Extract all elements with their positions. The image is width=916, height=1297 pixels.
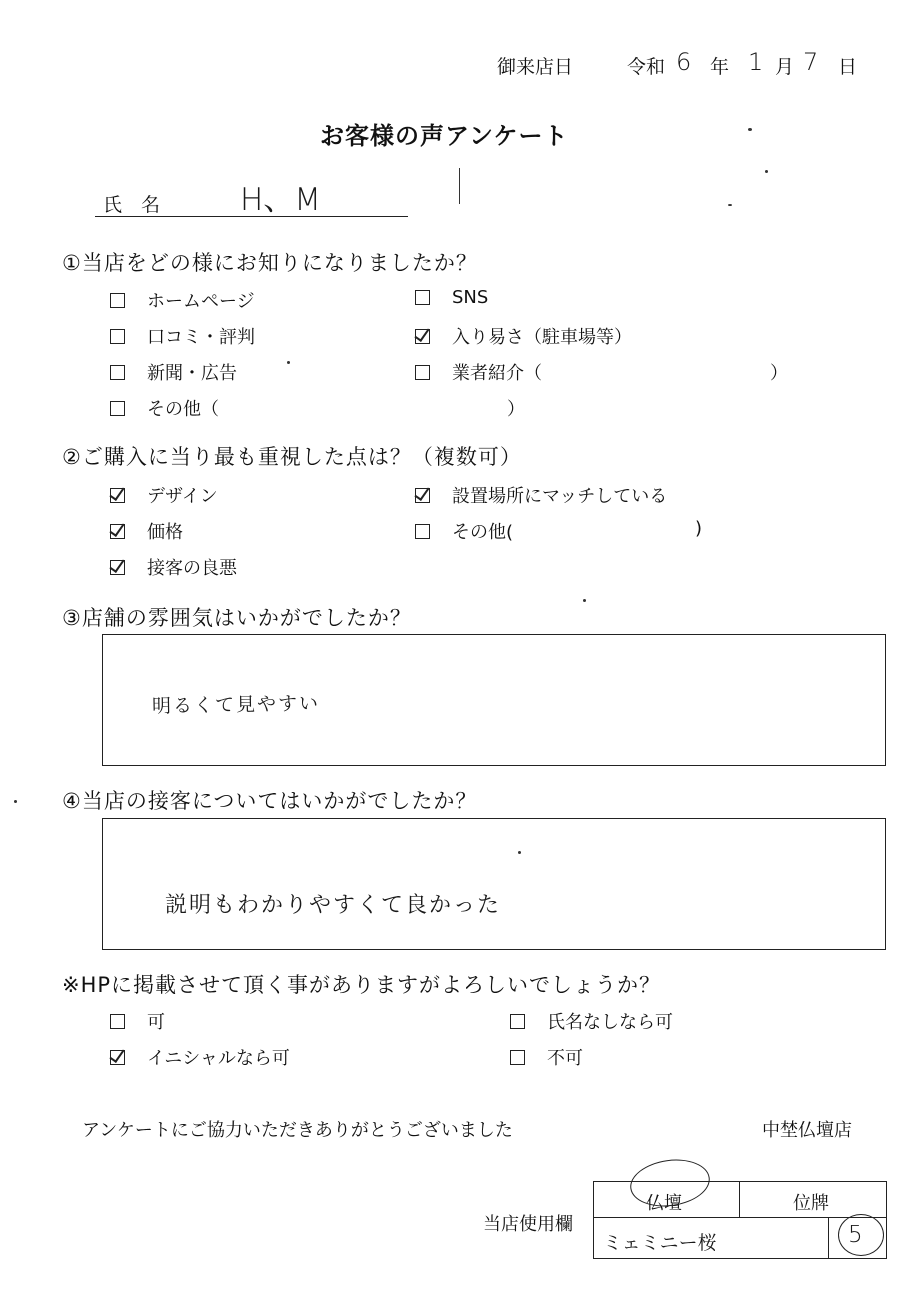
q4-question: ④当店の接客についてはいかがでしたか？ xyxy=(62,789,478,813)
office-col-butsudan: 仏壇 xyxy=(646,1193,682,1214)
q2-option-other[interactable] xyxy=(415,518,513,544)
q1-other-close-paren: ） xyxy=(507,399,525,420)
hp-question: ※HPに掲載させて頂く事がありますがよろしいでしょうか？ xyxy=(62,973,662,997)
q1-option-label: 口コミ・評判 xyxy=(147,327,255,348)
month-value: 1 xyxy=(748,48,764,76)
hp-option-ok[interactable] xyxy=(110,1008,165,1034)
office-product-name: ミェミニー桜 xyxy=(603,1232,717,1254)
q1-checkbox-newspaper[interactable] xyxy=(110,365,125,380)
q1-checkbox-referral[interactable] xyxy=(415,365,430,380)
day-value: 7 xyxy=(803,48,819,76)
q2-option-label: 設置場所にマッチしている xyxy=(452,486,668,507)
office-table-vline-num xyxy=(828,1217,829,1258)
scan-speck xyxy=(287,361,290,364)
q4-answer-box[interactable] xyxy=(102,818,886,950)
scan-speck xyxy=(14,800,17,803)
q1-option-other[interactable] xyxy=(110,395,219,421)
q1-question: ①当店をどの様にお知りになりましたか？ xyxy=(62,251,478,275)
q2-option-label: デザイン xyxy=(147,486,218,507)
q1-option-word-of-mouth[interactable] xyxy=(110,323,255,349)
q2-checkbox-other[interactable] xyxy=(415,524,430,539)
q2-option-design[interactable] xyxy=(110,482,218,508)
hp-option-no-name[interactable] xyxy=(510,1008,673,1034)
q1-referral-close-paren: ） xyxy=(770,363,788,384)
month-unit: 月 xyxy=(775,56,795,78)
hp-option-initials[interactable] xyxy=(110,1044,290,1070)
q2-option-label: その他( xyxy=(452,522,514,543)
day-unit: 日 xyxy=(838,56,858,78)
q1-checkbox-homepage[interactable] xyxy=(110,293,125,308)
q2-checkbox-design[interactable] xyxy=(110,488,125,503)
name-value[interactable]: H、M xyxy=(240,182,322,218)
q1-checkbox-word-of-mouth[interactable] xyxy=(110,329,125,344)
scan-speck xyxy=(765,170,768,173)
q1-option-sns[interactable] xyxy=(415,287,488,308)
hp-checkbox-no-name[interactable] xyxy=(510,1014,525,1029)
q1-option-homepage[interactable] xyxy=(110,287,255,313)
q1-option-label: 入り易さ（駐車場等） xyxy=(452,327,632,348)
hp-option-no[interactable] xyxy=(510,1044,583,1070)
q2-question: ②ご購入に当り最も重視した点は？（複数可） xyxy=(62,445,522,469)
q1-checkbox-sns[interactable] xyxy=(415,290,430,305)
hp-option-label: イニシャルなら可 xyxy=(147,1048,290,1069)
q1-option-label: 業者紹介（ xyxy=(452,363,542,384)
q2-option-placement[interactable] xyxy=(415,482,667,508)
q1-checkbox-easy-entry[interactable] xyxy=(415,329,430,344)
number-circle-mark xyxy=(838,1214,884,1256)
q2-option-label: 接客の良悪 xyxy=(147,558,237,579)
name-label: 氏 名 xyxy=(103,194,161,216)
q2-checkbox-service[interactable] xyxy=(110,560,125,575)
office-table-hline xyxy=(593,1217,887,1218)
name-tick-mark xyxy=(459,168,460,204)
scan-speck xyxy=(518,851,521,854)
office-col-ihai: 位牌 xyxy=(793,1193,829,1214)
era-label: 令和 xyxy=(627,56,666,78)
page-title: お客様の声アンケート xyxy=(320,122,569,150)
q2-option-label: 価格 xyxy=(147,522,183,543)
year-value: 6 xyxy=(676,48,692,76)
q3-answer-text: 明るくて見やすい xyxy=(151,692,321,718)
q3-question: ③店舗の雰囲気はいかがでしたか？ xyxy=(62,606,412,630)
q2-other-close-paren: ) xyxy=(695,518,703,539)
hp-option-label: 不可 xyxy=(547,1048,583,1069)
q1-option-label: 新聞・広告 xyxy=(147,363,237,384)
thanks-message: アンケートにご協力いただきありがとうございました xyxy=(82,1120,513,1141)
hp-checkbox-no[interactable] xyxy=(510,1050,525,1065)
hp-checkbox-ok[interactable] xyxy=(110,1014,125,1029)
q1-checkbox-other[interactable] xyxy=(110,401,125,416)
office-use-label: 当店使用欄 xyxy=(483,1214,573,1235)
q1-option-referral[interactable] xyxy=(415,359,542,385)
hp-checkbox-initials[interactable] xyxy=(110,1050,125,1065)
q1-option-label: SNS xyxy=(452,287,489,308)
scan-speck xyxy=(728,204,732,206)
q4-answer-text: 説明もわかりやすくて良かった xyxy=(165,893,502,918)
q1-option-label: その他（ xyxy=(147,399,219,420)
hp-option-label: 氏名なしなら可 xyxy=(547,1012,673,1033)
hp-option-label: 可 xyxy=(147,1012,165,1033)
q2-checkbox-price[interactable] xyxy=(110,524,125,539)
scan-speck xyxy=(583,599,586,602)
shop-name: 中埜仏壇店 xyxy=(762,1120,852,1141)
scan-speck xyxy=(748,128,752,131)
visit-date-label: 御来店日 xyxy=(497,56,574,78)
name-underline xyxy=(95,216,408,217)
q2-option-service[interactable] xyxy=(110,554,237,580)
q1-option-newspaper[interactable] xyxy=(110,359,237,385)
office-table-vline-mid xyxy=(739,1181,740,1218)
q1-option-easy-entry[interactable] xyxy=(415,323,632,349)
office-number: 5 xyxy=(848,1222,863,1248)
year-unit: 年 xyxy=(710,56,730,78)
q2-option-price[interactable] xyxy=(110,518,183,544)
q2-checkbox-placement[interactable] xyxy=(415,488,430,503)
q1-option-label: ホームページ xyxy=(147,291,255,312)
